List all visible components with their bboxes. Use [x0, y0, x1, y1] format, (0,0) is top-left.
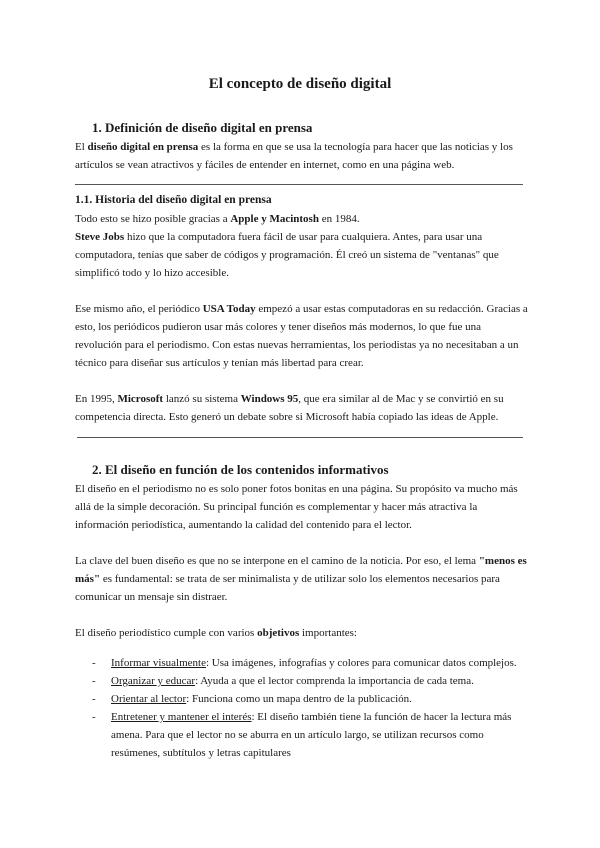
list-item-label: Organizar y educar: [111, 675, 196, 687]
history-paragraph-jobs: Steve Jobs hizo que la computadora fuera fácil de usar para cualquiera. Antes, para usar una computadora, tenías que saber de códigos y programación. Él creó un sistema de "ventanas" que simplificó todo y lo hizo accesible.: [75, 231, 499, 279]
objectives-list: [92, 654, 532, 762]
history-paragraph-apple: Todo esto se hizo posible gracias a Apple y Macintosh en 1984.: [75, 213, 360, 225]
list-dash: -: [92, 693, 96, 705]
bold-term: Apple y Macintosh: [230, 213, 319, 225]
section-2-paragraph-key: La clave del buen diseño es que no se interpone en el camino de la noticia. Por eso, el lema "menos es más" es fundamental: se trata de ser minimalista y de utilizar solo los elementos necesarios para comunicar un mensaje sin distraer.: [75, 555, 527, 603]
section-1-heading: 1. Definición de diseño digital en prensa: [92, 120, 313, 135]
list-item-label: Orientar al lector: [111, 693, 187, 705]
document-title: El concepto de diseño digital: [208, 76, 392, 92]
section-divider: [75, 184, 523, 185]
list-dash: -: [92, 657, 96, 669]
bold-term: Steve Jobs: [75, 231, 125, 243]
list-item: - Organizar y educar: Ayuda a que el lector comprenda la importancia de cada tema.: [92, 672, 532, 690]
bold-term: Microsoft: [117, 393, 164, 405]
section-1-paragraph: El diseño digital en prensa es la forma en que se usa la tecnología para hacer que las noticias y los artículos se vean atractivos y fáciles de entender en internet, como en una página web.: [75, 141, 513, 171]
section-2-paragraph-purpose: El diseño en el periodismo no es solo poner fotos bonitas en una página. Su propósito va mucho más allá de la simple decoración. Su principal función es complementar y hacer más atractiva la información periodística, aumentando la calidad del contenido para el lector.: [75, 483, 518, 531]
section-1-1-heading: 1.1. Historia del diseño digital en prensa: [75, 194, 272, 206]
list-item-label: Entretener y mantener el interés: [111, 711, 252, 723]
history-paragraph-microsoft: En 1995, Microsoft lanzó su sistema Windows 95, que era similar al de Mac y se convirtió en su competencia directa. Esto generó un debate sobre si Microsoft había copiado las ideas de Apple.: [75, 393, 504, 423]
section-2-paragraph-objectives: El diseño periodístico cumple con varios objetivos importantes:: [75, 627, 357, 639]
list-item-label: Informar visualmente: [111, 657, 206, 669]
section-divider: [77, 437, 523, 438]
list-dash: -: [92, 711, 96, 723]
bold-term: USA Today: [202, 303, 256, 315]
list-item: - Orientar al lector: Funciona como un mapa dentro de la publicación.: [92, 690, 532, 708]
bold-term: objetivos: [257, 627, 300, 639]
list-item: - Entretener y mantener el interés: El diseño también tiene la función de hacer la lectura más amena. Para que el lector no se aburra en un artículo largo, se utilizan recursos como resúmenes, subtítulos y letras capitulares: [92, 708, 532, 762]
list-dash: -: [92, 675, 96, 687]
bold-term: "menos es más": [75, 555, 527, 585]
section-2-heading: 2. El diseño en función de los contenidos informativos: [92, 462, 389, 477]
history-paragraph-usa-today: Ese mismo año, el periódico USA Today empezó a usar estas computadoras en su redacción. Gracias a esto, los periódicos pudieron usar más colores y tener diseños más modernos, lo que fue una revolución para el periodismo. Con estas nuevas herramientas, los periodistas ya no necesitaban a un técnico para diseñar sus artículos y tenían más libertad para crear.: [75, 303, 528, 369]
bold-term: Windows 95: [240, 393, 299, 405]
list-item: - Informar visualmente: Usa imágenes, infografías y colores para comunicar datos complejos.: [92, 654, 532, 672]
bold-term: diseño digital en prensa: [87, 141, 199, 153]
